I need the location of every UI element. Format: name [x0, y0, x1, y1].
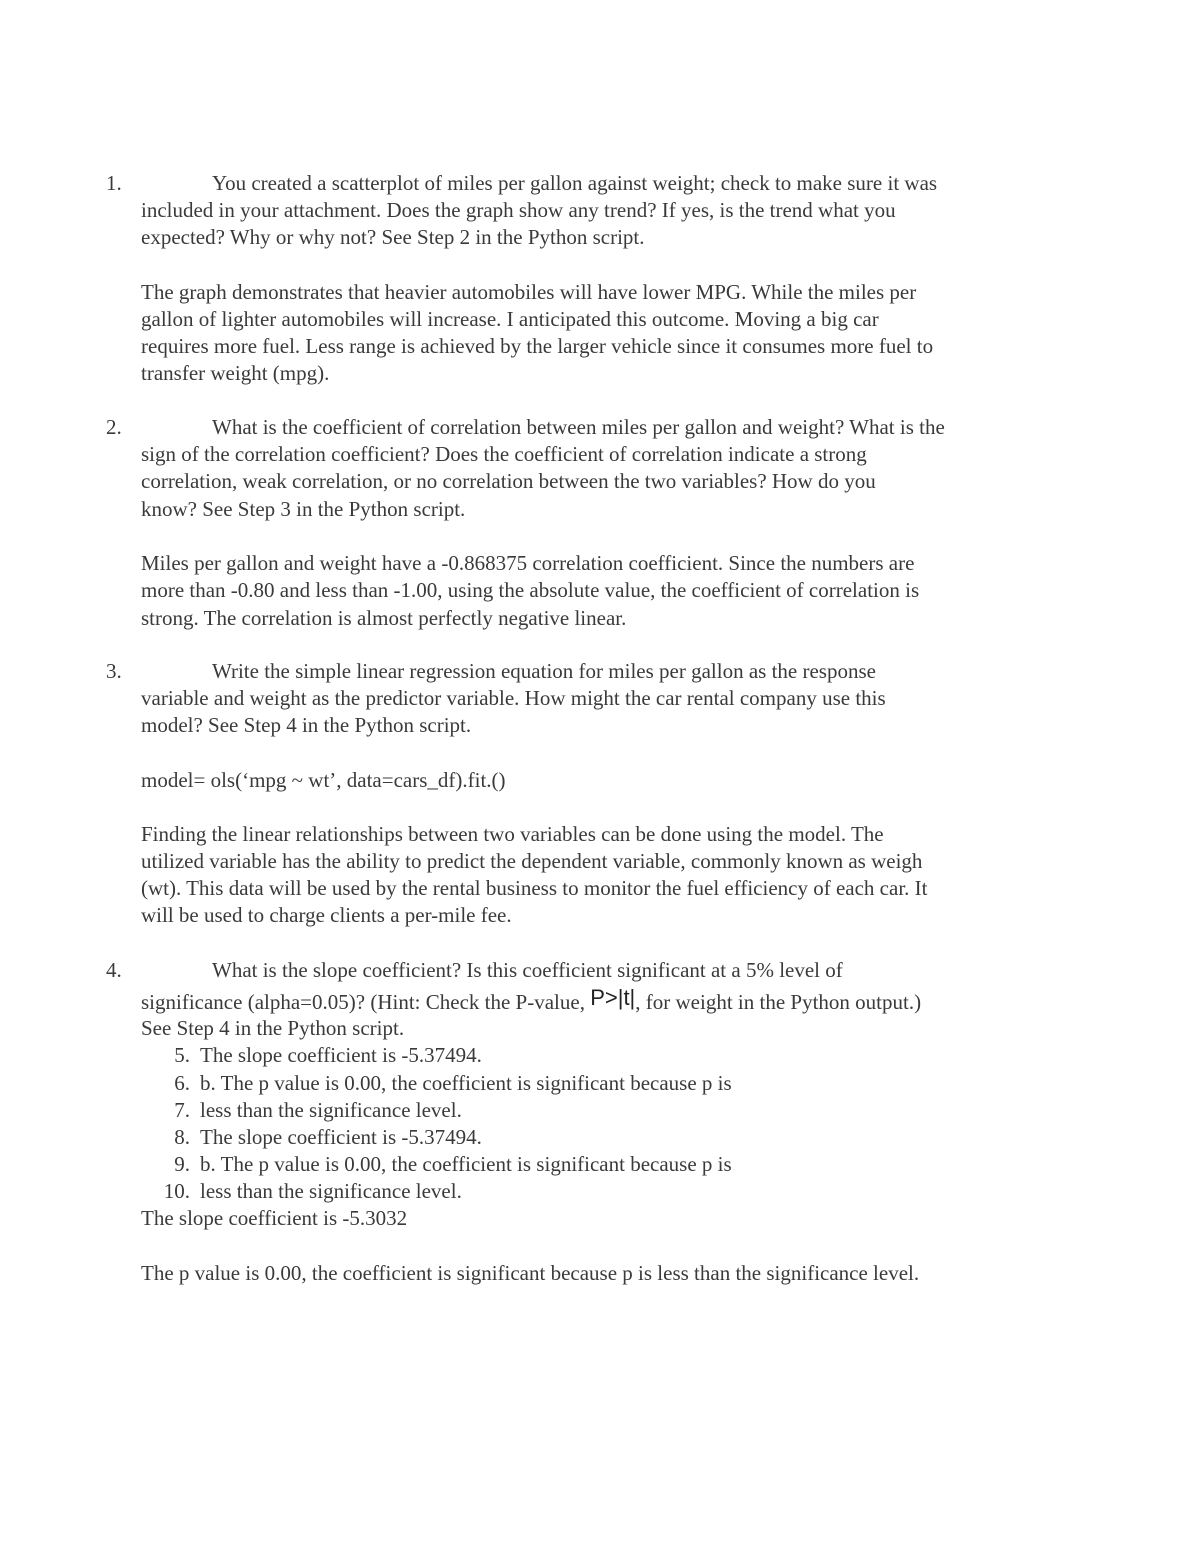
question-3-text: Write the simple linear regression equation for miles per gallon as the response	[212, 659, 876, 683]
list-item-text: The slope coefficient is -5.37494.	[200, 1125, 482, 1149]
answer-3-text: utilized variable has the ability to predict the dependent variable, commonly known as weigh	[141, 849, 923, 873]
question-4-text-pre: significance (alpha=0.05)? (Hint: Check the P-value,	[141, 990, 591, 1014]
question-1-text: included in your attachment. Does the graph show any trend? If yes, is the trend what you	[141, 198, 896, 222]
question-2-text: sign of the correlation coefficient? Does the coefficient of correlation indicate a strong	[141, 442, 867, 466]
question-1-text: expected? Why or why not? See Step 2 in the Python script.	[141, 225, 645, 249]
answer-3-text: (wt). This data will be used by the rental business to monitor the fuel efficiency of each car. It	[141, 876, 928, 900]
question-3-text: variable and weight as the predictor variable. How might the car rental company use this	[141, 686, 886, 710]
list-item	[154, 1070, 732, 1097]
question-1-number: 1.	[106, 171, 122, 195]
p-value-label: P>|t|	[590, 985, 636, 1010]
list-item	[154, 1151, 732, 1178]
list-item-number: 6.	[174, 1071, 190, 1095]
question-1-text: You created a scatterplot of miles per gallon against weight; check to make sure it was	[212, 171, 938, 195]
answer-2-text: more than -0.80 and less than -1.00, using the absolute value, the coefficient of correlation is	[141, 578, 920, 602]
question-4-number: 4.	[106, 958, 122, 982]
answer-4-p-value: The p value is 0.00, the coefficient is significant because p is less than the significance level.	[141, 1261, 920, 1285]
answer-1-text: The graph demonstrates that heavier automobiles will have lower MPG. While the miles per	[141, 280, 917, 304]
list-item-number: 7.	[174, 1098, 190, 1122]
list-item-number: 5.	[174, 1043, 190, 1067]
answer-1-text: gallon of lighter automobiles will increase. I anticipated this outcome. Moving a big car	[141, 307, 879, 331]
list-item	[154, 1042, 482, 1069]
list-item-text: b. The p value is 0.00, the coefficient is significant because p is	[200, 1152, 732, 1176]
answer-2-text: Miles per gallon and weight have a -0.868375 correlation coefficient. Since the numbers are	[141, 551, 915, 575]
list-item	[154, 1097, 462, 1124]
answer-3-text: will be used to charge clients a per-mile fee.	[141, 903, 512, 927]
question-2-text: know? See Step 3 in the Python script.	[141, 497, 466, 521]
question-3-text: model? See Step 4 in the Python script.	[141, 713, 472, 737]
list-item	[154, 1124, 482, 1151]
answer-2-text: strong. The correlation is almost perfectly negative linear.	[141, 606, 627, 630]
question-3-number: 3.	[106, 659, 122, 683]
question-4-text	[141, 985, 922, 1016]
list-item	[154, 1178, 462, 1205]
regression-model-code: model= ols(‘mpg ~ wt’, data=cars_df).fit.()	[141, 768, 506, 792]
answer-4-slope: The slope coefficient is -5.3032	[141, 1206, 408, 1230]
answer-1-text: transfer weight (mpg).	[141, 361, 330, 385]
list-item-number: 9.	[174, 1152, 190, 1176]
answer-1-text: requires more fuel. Less range is achieved by the larger vehicle since it consumes more fuel to	[141, 334, 934, 358]
list-item-number: 8.	[174, 1125, 190, 1149]
question-4-text: See Step 4 in the Python script.	[141, 1016, 405, 1040]
question-4-text: What is the slope coefficient? Is this coefficient significant at a 5% level of	[212, 958, 843, 982]
list-item-text: b. The p value is 0.00, the coefficient is significant because p is	[200, 1071, 732, 1095]
list-item-text: less than the significance level.	[200, 1179, 462, 1203]
question-4-text-post: , for weight in the Python output.)	[635, 990, 922, 1014]
list-item-number: 10.	[163, 1179, 190, 1203]
list-item-text: less than the significance level.	[200, 1098, 462, 1122]
answer-3-text: Finding the linear relationships between two variables can be done using the model. The	[141, 822, 884, 846]
list-item-text: The slope coefficient is -5.37494.	[200, 1043, 482, 1067]
question-2-text: correlation, weak correlation, or no correlation between the two variables? How do you	[141, 469, 876, 493]
question-2-number: 2.	[106, 415, 122, 439]
question-2-text: What is the coefficient of correlation between miles per gallon and weight? What is the	[212, 415, 945, 439]
